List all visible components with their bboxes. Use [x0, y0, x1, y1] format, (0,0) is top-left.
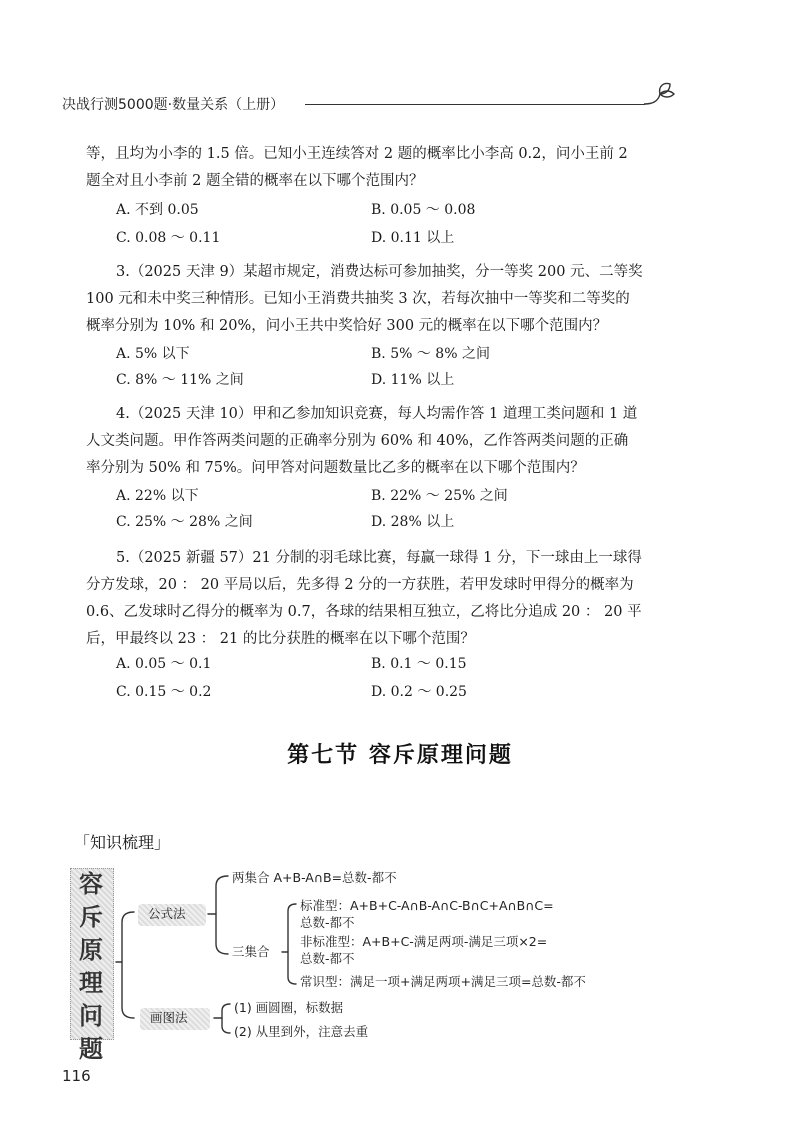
intro-line-2: 题全对且小李前 2 题全错的概率在以下哪个范围内？	[86, 173, 424, 189]
running-header: 决战行测5000题·数量关系（上册）	[62, 97, 285, 113]
formula-node: 公式法	[148, 906, 186, 921]
nonstandard-formula-line-1: 非标准型：A+B+C-满足两项-满足三项×2=	[300, 934, 548, 949]
q5-line-3: 0.6、乙发球时乙得分的概率为 0.7，各球的结果相互独立，乙将比分追成 20 ： 20 平	[86, 604, 642, 620]
q3-line-3: 概率分别为 10% 和 20%，问小王共中奖恰好 300 元的概率在以下哪个范围内？	[86, 318, 608, 334]
draw-node: 画图法	[150, 1010, 188, 1025]
q4-option-b: B. 22% ～ 25% 之间	[371, 488, 508, 504]
q5-option-b: B. 0.1 ～ 0.15	[371, 656, 467, 672]
section-title: 第七节 容斥原理问题	[287, 743, 513, 768]
q5-option-a: A. 0.05 ～ 0.1	[116, 656, 212, 672]
page-number: 116	[62, 1067, 91, 1085]
q3-option-c: C. 8% ～ 11% 之间	[116, 372, 244, 388]
intro-line-1: 等，且均为小李的 1.5 倍。已知小王连续答对 2 题的概率比小李高 0.2，问小王前 2	[86, 146, 628, 162]
q3-option-d: D. 11% 以上	[371, 372, 455, 388]
q3-option-a: A. 5% 以下	[116, 346, 190, 362]
q5-option-c: C. 0.15 ～ 0.2	[116, 684, 212, 700]
q4-line-1: 4.（2025 天津 10）甲和乙参加知识竞赛，每人均需作答 1 道理工类问题和 1 道	[116, 406, 638, 422]
q4-option-c: C. 25% ～ 28% 之间	[116, 514, 253, 530]
q5-line-2: 分方发球，20 ： 20 平局以后，先多得 2 分的一方获胜，若甲发球时甲得分的概率为	[86, 577, 634, 593]
q4-option-d: D. 28% 以上	[371, 514, 455, 530]
mindmap-root-title: 容 斥 原 理 问 题	[79, 870, 103, 1063]
three-set-node: 三集合	[232, 944, 270, 959]
q4-line-2: 人文类问题。甲作答两类问题的正确率分别为 60% 和 40%，乙作答两类问题的正确	[86, 433, 629, 449]
q4-option-a: A. 22% 以下	[116, 488, 199, 504]
q4-line-3: 率分别为 50% 和 75%。问甲答对问题数量比乙多的概率在以下哪个范围内？	[86, 460, 585, 476]
q3-option-b: B. 5% ～ 8% 之间	[371, 346, 490, 362]
intro-option-a: A. 不到 0.05	[116, 202, 199, 218]
intro-option-d: D. 0.11 以上	[371, 230, 455, 246]
q5-line-4: 后，甲最终以 23 ： 21 的比分获胜的概率在以下哪个范围？	[86, 631, 475, 647]
standard-formula-line-2: 总数-都不	[300, 915, 355, 930]
q3-line-1: 3.（2025 天津 9）某超市规定，消费达标可参加抽奖，分一等奖 200 元、二等奖	[116, 264, 643, 280]
knowledge-label: 「知识梳理」	[74, 833, 171, 852]
draw-step-2: (2) 从里到外，注意去重	[234, 1024, 369, 1039]
standard-formula-line-1: 标准型：A+B+C-A∩B-A∩C-B∩C+A∩B∩C=	[300, 898, 554, 913]
intro-option-c: C. 0.08 ～ 0.11	[116, 230, 221, 246]
draw-step-1: (1) 画圆圈，标数据	[234, 1000, 344, 1015]
intro-option-b: B. 0.05 ～ 0.08	[371, 202, 476, 218]
nonstandard-formula-line-2: 总数-都不	[300, 951, 355, 966]
q5-line-1: 5.（2025 新疆 57）21 分制的羽毛球比赛，每赢一球得 1 分，下一球由上一球得	[116, 550, 642, 566]
two-set-formula: 两集合 A+B-A∩B=总数-都不	[232, 870, 397, 885]
q3-line-2: 100 元和未中奖三种情形。已知小王消费共抽奖 3 次，若每次抽中一等奖和二等奖的	[86, 291, 630, 307]
q5-option-d: D. 0.2 ～ 0.25	[371, 684, 467, 700]
common-formula: 常识型：满足一项+满足两项+满足三项=总数-都不	[300, 974, 586, 989]
